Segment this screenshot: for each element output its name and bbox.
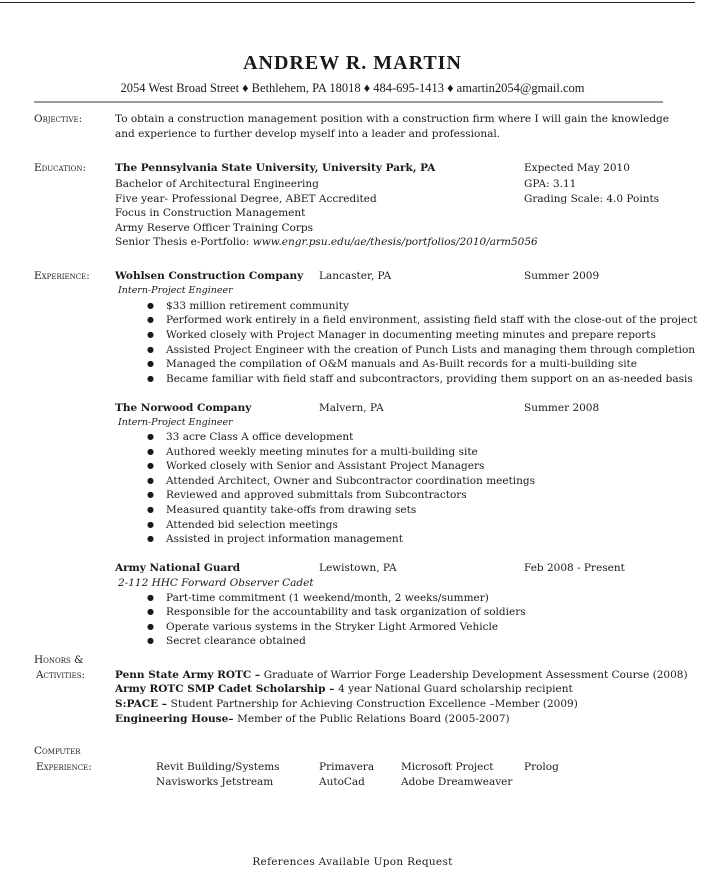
job-location: Lancaster, PA: [319, 270, 392, 282]
gpa: GPA: 3.11: [524, 178, 577, 190]
objective-line-2: and experience to further develop myself into a leader and professional.: [115, 128, 501, 140]
skill-item: AutoCad: [319, 776, 365, 788]
experience-heading: Experience:: [34, 270, 90, 282]
focus-line: Focus in Construction Management: [115, 207, 306, 219]
degree-line: Bachelor of Architectural Engineering: [115, 178, 319, 190]
computer-experience-heading: Experience:: [36, 761, 92, 773]
header-divider: [34, 101, 663, 103]
bullet-icon: ●: [147, 432, 154, 441]
job-title: Intern-Project Engineer: [118, 285, 233, 296]
top-border-line: [0, 2, 695, 3]
list-item: Performed work entirely in a field environment, assisting field staff with the close-out of the project: [166, 314, 698, 326]
bullet-icon: ●: [147, 461, 154, 470]
job-title: Intern-Project Engineer: [118, 417, 233, 428]
list-item: [115, 712, 510, 726]
honor-detail: Member of the Public Relations Board (2005-2007): [237, 713, 510, 725]
bullet-icon: ●: [147, 490, 154, 499]
list-item: Worked closely with Senior and Assistant Project Managers: [166, 460, 485, 472]
bullet-icon: ●: [147, 301, 154, 310]
job-location: Lewistown, PA: [319, 562, 397, 574]
bullet-icon: ●: [147, 593, 154, 602]
bullet-icon: ●: [147, 374, 154, 383]
school-name: The Pennsylvania State University, University Park, PA: [115, 162, 436, 174]
references-footer: References Available Upon Request: [252, 856, 453, 868]
honor-title: Penn State Army ROTC –: [115, 669, 264, 681]
bullet-icon: ●: [147, 359, 154, 368]
skill-item: Revit Building/Systems: [156, 761, 280, 773]
list-item: 33 acre Class A office development: [166, 431, 354, 443]
list-item: Attended bid selection meetings: [166, 519, 338, 531]
skill-item: Primavera: [319, 761, 375, 773]
objective-heading: Objective:: [34, 113, 83, 125]
rotc-line: Army Reserve Officer Training Corps: [115, 222, 313, 234]
computer-heading: Computer: [34, 745, 81, 757]
list-item: $33 million retirement community: [166, 300, 349, 312]
honor-detail: 4 year National Guard scholarship recipient: [338, 683, 573, 695]
skill-item: Adobe Dreamweaver: [401, 776, 513, 788]
bullet-icon: ●: [147, 622, 154, 631]
list-item: Responsible for the accountability and task organization of soldiers: [166, 606, 526, 618]
job-date: Summer 2009: [524, 270, 600, 282]
honor-title: Engineering House–: [115, 713, 238, 725]
list-item: Measured quantity take-offs from drawing sets: [166, 504, 417, 516]
list-item: [115, 697, 578, 711]
list-item: [115, 682, 573, 696]
skill-item: Navisworks Jetstream: [156, 776, 274, 788]
activities-heading: Activities:: [36, 669, 86, 681]
honor-title: Army ROTC SMP Cadet Scholarship –: [115, 683, 339, 695]
bullet-icon: ●: [147, 636, 154, 645]
education-heading: Education:: [34, 162, 87, 174]
job-title: 2-112 HHC Forward Observer Cadet: [118, 577, 314, 589]
bullet-icon: ●: [147, 476, 154, 485]
degree-type: Five year- Professional Degree, ABET Accredited: [115, 193, 377, 205]
job-location: Malvern, PA: [319, 402, 384, 414]
expected-graduation: Expected May 2010: [524, 162, 630, 174]
list-item: Managed the compilation of O&M manuals and As-Built records for a multi-building site: [166, 358, 637, 370]
thesis-link[interactable]: www.engr.psu.edu/ae/thesis/portfolios/2010/arm5056: [252, 236, 538, 248]
bullet-icon: ●: [147, 330, 154, 339]
thesis-label: Senior Thesis e-Portfolio:: [115, 236, 253, 248]
honor-title: S:PACE –: [115, 698, 171, 710]
bullet-icon: ●: [147, 534, 154, 543]
contact-line: 2054 West Broad Street ♦ Bethlehem, PA 18018 ♦ 484-695-1413 ♦ amartin2054@gmail.com: [120, 81, 585, 95]
list-item: Reviewed and approved submittals from Subcontractors: [166, 489, 467, 501]
bullet-icon: ●: [147, 607, 154, 616]
honor-detail: Graduate of Warrior Forge Leadership Development Assessment Course (2008): [263, 669, 688, 681]
skill-item: Prolog: [524, 761, 559, 773]
list-item: Part-time commitment (1 weekend/month, 2 weeks/summer): [166, 592, 489, 604]
list-item: Authored weekly meeting minutes for a multi-building site: [166, 446, 478, 458]
job-company: Wohlsen Construction Company: [115, 270, 304, 282]
honor-detail: Student Partnership for Achieving Construction Excellence –Member (2009): [170, 698, 578, 710]
list-item: Secret clearance obtained: [166, 635, 306, 647]
bullet-icon: ●: [147, 345, 154, 354]
bullet-icon: ●: [147, 315, 154, 324]
list-item: Worked closely with Project Manager in documenting meeting minutes and prepare reports: [166, 329, 656, 341]
grading-scale: Grading Scale: 4.0 Points: [524, 193, 660, 205]
list-item: Became familiar with field staff and subcontractors, providing them support on an as-needed basis: [166, 373, 693, 385]
list-item: Operate various systems in the Stryker Light Armored Vehicle: [166, 621, 499, 633]
bullet-icon: ●: [147, 520, 154, 529]
list-item: Assisted in project information management: [166, 533, 403, 545]
list-item: [115, 668, 688, 682]
list-item: Assisted Project Engineer with the creation of Punch Lists and managing them through completion: [166, 344, 696, 356]
list-item: Attended Architect, Owner and Subcontractor coordination meetings: [166, 475, 536, 487]
applicant-name: ANDREW R. MARTIN: [243, 52, 462, 74]
skill-item: Microsoft Project: [401, 761, 494, 773]
job-company: The Norwood Company: [115, 402, 252, 414]
thesis-line: [115, 235, 538, 249]
job-date: Feb 2008 - Present: [524, 562, 625, 574]
job-date: Summer 2008: [524, 402, 600, 414]
honors-heading: Honors &: [34, 654, 84, 666]
job-company: Army National Guard: [115, 562, 241, 574]
objective-line-1: To obtain a construction management position with a construction firm where I will gain the knowledge: [115, 113, 669, 125]
bullet-icon: ●: [147, 505, 154, 514]
bullet-icon: ●: [147, 447, 154, 456]
